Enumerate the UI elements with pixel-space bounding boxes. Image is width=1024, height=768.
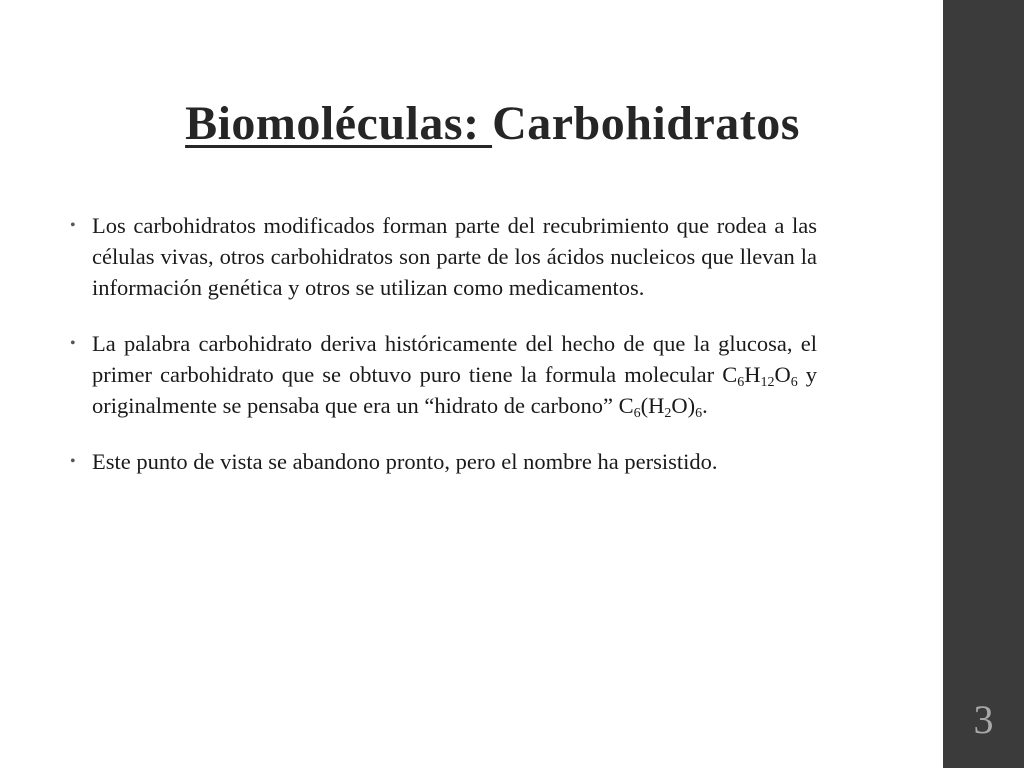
- formula-hydrate: $C_6(H_2O)_6$: [618, 393, 703, 421]
- bullet-text-2c: .: [702, 393, 708, 418]
- bullet-text-2b: y originalmente se pensaba que era un “hidrato de carbono”: [92, 362, 817, 418]
- bullet-marker-icon: •: [70, 217, 76, 234]
- bullet-item-2: [70, 328, 817, 421]
- bullet-text-3: Este punto de vista se abandono pronto, pero el nombre ha persistido.: [92, 449, 718, 474]
- side-bar: [943, 0, 1024, 768]
- title-rest-part: Carbohidratos: [492, 97, 800, 150]
- bullet-text-2a: La palabra carbohidrato deriva históricamente del hecho de que la glucosa, el primer carbohidrato que se obtuvo puro tiene la formula molecular: [92, 331, 817, 387]
- title-underlined-part: Biomoléculas:: [185, 97, 493, 150]
- bullet-text-1: Los carbohidratos modificados forman parte del recubrimiento que rodea a las células vivas, otros carbohidratos son parte de los ácidos nucleicos que llevan la información genética y otros se utilizan como medicamentos.: [92, 213, 817, 300]
- bullet-item-1: [70, 210, 817, 303]
- bullet-marker-icon: •: [70, 453, 76, 470]
- bullet-item-3: [70, 446, 817, 477]
- bullet-marker-icon: •: [70, 335, 76, 352]
- formula-glucose: $C_6H_{12}O_6$: [722, 362, 798, 390]
- slide-number: 3: [973, 697, 994, 742]
- slide-title: [0, 98, 985, 151]
- bullet-text-2: [92, 328, 817, 421]
- bullet-list: [70, 210, 817, 502]
